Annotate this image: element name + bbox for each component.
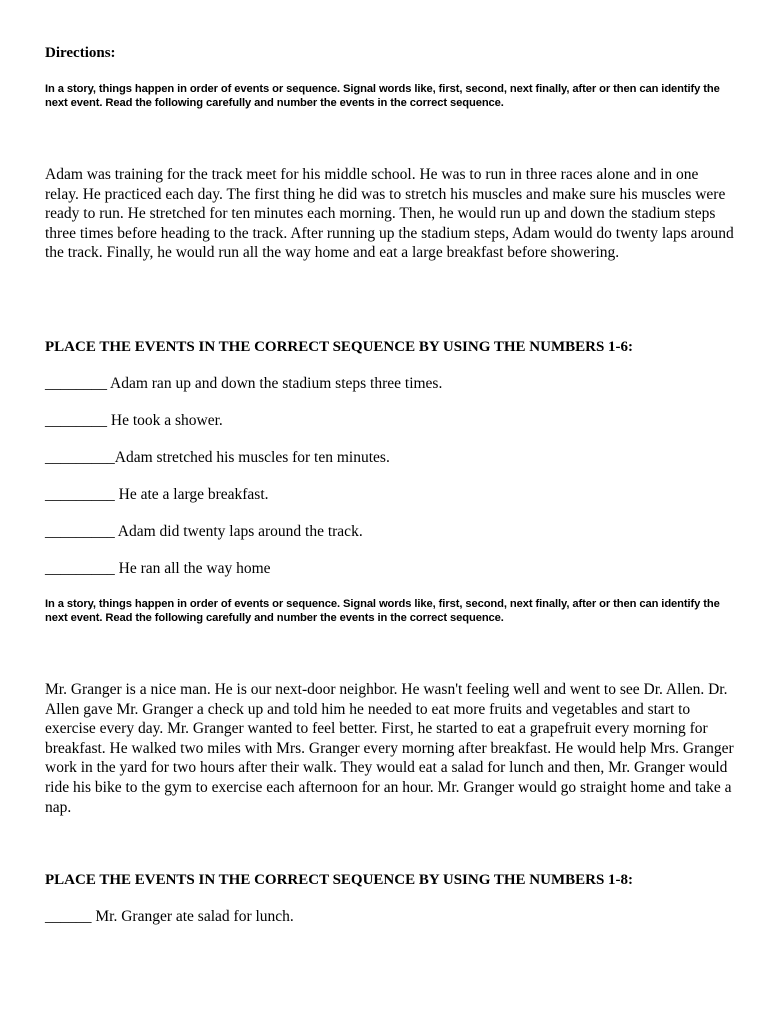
- sequence-item: _________ He ran all the way home: [45, 560, 271, 577]
- sequence-item: ________ He took a shower.: [45, 412, 223, 429]
- directions-label: Directions:: [45, 45, 116, 61]
- passage-granger: Mr. Granger is a nice man. He is our next-door neighbor. He wasn't feeling well and went to see Dr. Allen. Dr. Allen gave Mr. Granger a check up and told him he needed to eat more fruits and vegetables and start to exercise every day. Mr. Granger wanted to feel better. First, he started to eat a grapefruit every morning for breakfast. He walked two miles with Mrs. Granger every morning after breakfast. He would help Mrs. Granger work in the yard for two hours after their walk. They would eat a salad for lunch and then, Mr. Granger would ride his bike to the gym to exercise each afternoon for an hour. Mr. Granger would go straight home and take a nap.: [45, 681, 734, 816]
- sequence-item: ________ Adam ran up and down the stadium steps three times.: [45, 375, 443, 392]
- sequence-item: _________ He ate a large breakfast.: [45, 486, 269, 503]
- passage-adam: Adam was training for the track meet for his middle school. He was to run in three races alone and in one relay. He practiced each day. The first thing he did was to stretch his muscles and make sure his muscles were ready to run. He stretched for ten minutes each morning. Then, he would run up and down the stadium steps three times before heading to the track. After running up the stadium steps, Adam would do twenty laps around the track. Finally, he would run all the way home and eat a large breakfast before showering.: [45, 166, 734, 262]
- sequence-heading-1: PLACE THE EVENTS IN THE CORRECT SEQUENCE BY USING THE NUMBERS 1-6:: [45, 339, 634, 355]
- sequence-item: _________ Adam did twenty laps around the track.: [45, 523, 363, 540]
- sequence-item: ______ Mr. Granger ate salad for lunch.: [45, 908, 294, 925]
- instructions-2: In a story, things happen in order of events or sequence. Signal words like, first, second, next finally, after or then can identify the next event. Read the following carefully and number the events in the correct sequence.: [45, 598, 720, 624]
- sequence-heading-2: PLACE THE EVENTS IN THE CORRECT SEQUENCE BY USING THE NUMBERS 1-8:: [45, 872, 634, 888]
- sequence-item: _________Adam stretched his muscles for ten minutes.: [45, 449, 390, 466]
- instructions-1: In a story, things happen in order of events or sequence. Signal words like, first, second, next finally, after or then can identify the next event. Read the following carefully and number the events in the correct sequence.: [45, 83, 720, 109]
